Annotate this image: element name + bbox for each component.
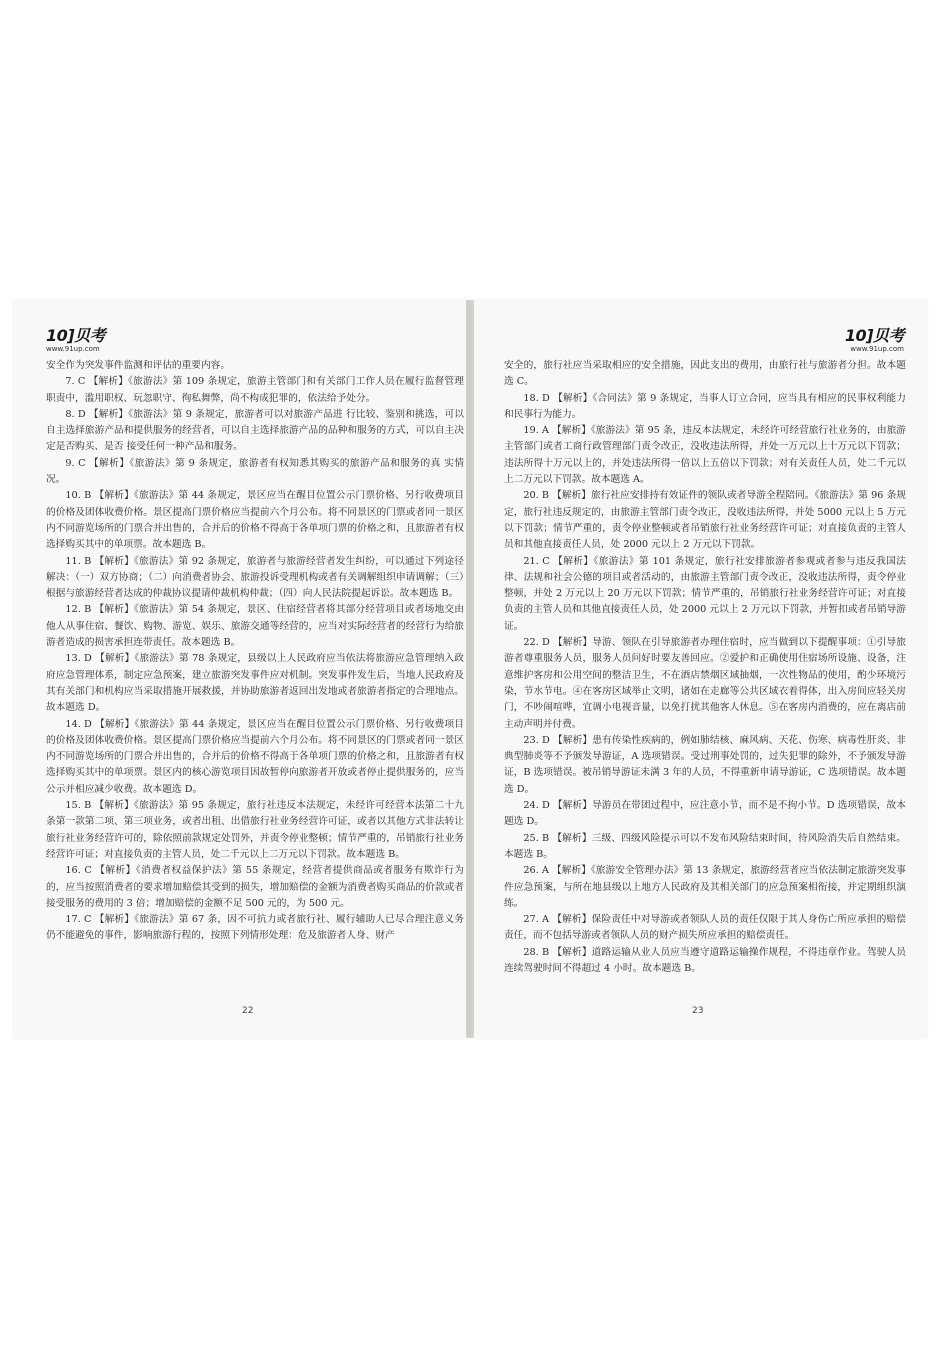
- right-page: [474, 300, 928, 1038]
- paragraph: 8. D 【解析】《旅游法》第 9 条规定，旅游者可以对旅游产品进 行比较、鉴别和挑选，可以自主选择旅游产品和提供服务的经营者，可以自主选择旅游产品的品种和服务的方式，可以自主决定是否购买、是否 接受任何一种产品和服务。: [46, 408, 464, 453]
- logo-url: www.91up.com: [850, 345, 904, 353]
- paragraph: 22. D 【解析】导游、领队在引导旅游者办理住宿时，应当做到以下提醒事项：①引导旅游者尊重服务人员，服务人员问好时要友善回应。②爱护和正确使用住宿场所设施、设备，注意维护客房和公用空间的整洁卫生，不在酒店禁烟区域抽烟，一次性物品的使用，酌少环境污染，节水节电。④在客房区域举止文明，诸如在走廊等公共区域衣着得体，出入房间应轻关房门，不吵闹喧哗，宜调小电视音量，以免打扰其他客人休息。⑤在客房内消费的，应在离店前主动声明并付费。: [504, 637, 906, 730]
- paragraph: 25. B 【解析】三级、四级风险提示可以不发布风险结束时间，待风险消失后自然结束。本题选 B。: [504, 832, 906, 860]
- page-number: 22: [242, 1006, 254, 1016]
- paragraph: 16. C 【解析】《消费者权益保护法》第 55 条规定，经营者提供商品或者服务有欺诈行为的，应当按照消费者的要求增加赔偿其受到的损失，增加赔偿的金额为消费者购买商品的价款或者接受服务的费用的 3 倍；增加赔偿的金额不足 500 元的，为 500 元。: [46, 865, 464, 909]
- logo-url: www.91up.com: [46, 345, 100, 353]
- paragraph: 17. C 【解析】《旅游法》第 67 条，因不可抗力或者旅行社、履行辅助人已尽合理注意义务仍不能避免的事件，影响旅游行程的，按照下列情形处理：危及旅游者人身、财产: [46, 914, 464, 942]
- paragraph: 12. B 【解析】《旅游法》第 54 条规定，景区、住宿经营者将其部分经营项目或者场地交由他人从事住宿、餐饮、购物、游览、娱乐、旅游交通等经营的，应当对实际经营者的经营行为给旅游者造成的损害承担连带责任。故本题选 B。: [46, 604, 464, 649]
- paragraph: 27. A 【解析】保险责任中对导游或者领队人员的责任仅限于其人身伤亡所应承担的赔偿责任，而不包括导游或者领队人员的财产损失所应承担的赔偿责任。: [504, 914, 906, 942]
- paragraph: 11. B 【解析】《旅游法》第 92 条规定，旅游者与旅游经营者发生纠纷，可以通过下列途径解决：（一）双方协商；（二）向消费者协会、旅游投诉受理机构或者有关调解组织申请调解；（三）根据与旅游经营者达成的仲裁协议提请仲裁机构仲裁；（四）向人民法院提起诉讼。故本题选 B。: [46, 555, 464, 600]
- paragraph: 安全的，旅行社应当采取相应的安全措施，因此支出的费用，由旅行社与旅游者分担。故本题选 C。: [504, 360, 906, 388]
- paragraph: 26. A 【解析】《旅游安全管理办法》第 13 条规定，旅游经营者应当依法制定旅游突发事件应急预案，与所在地县级以上地方人民政府及其相关部门的应急预案相衔接，并定期组织演练。: [504, 865, 906, 909]
- paragraph: 13. D 【解析】《旅游法》第 78 条规定，县级以上人民政府应当依法将旅游应急管理纳入政府应急管理体系，制定应急预案，建立旅游突发事件应对机制。突发事件发生后，当地人民政府及其有关部门和机构应当采取措施开展救援，并协助旅游者返回出发地或者旅游者指定的合理地点。故本题选 D。: [46, 653, 464, 714]
- paragraph: 21. C 【解析】《旅游法》第 101 条规定，旅行社安排旅游者参观或者参与违反我国法律、法规和社会公德的项目或者活动的，由旅游主管部门责令改正，没收违法所得，责令停业整顿，并处 2 万元以上 20 万元以下罚款；情节严重的，吊销旅行社业务经营许可证；对直接负责的主管人员和其他直接责任人员，处 2000 元以上 2 万元以下罚款，并暂扣或者吊销导游证。: [504, 555, 906, 632]
- book-gutter: [466, 300, 474, 1038]
- paragraph: 18. D 【解析】《合同法》第 9 条规定，当事人订立合同，应当具有相应的民事权利能力和民事行为能力。: [504, 392, 906, 420]
- left-page-body: [46, 358, 464, 945]
- paragraph: 20. B 【解析】旅行社应安排持有效证件的领队或者导游全程陪同。《旅游法》第 96 条规定，旅行社违反规定的，由旅游主管部门责令改正，没收违法所得，并处 5000 元以上 5 万元以下罚款；情节严重的，责令停业整顿或者吊销旅行社业务经营许可证；对直接负责的主管人员和其他直接责任人员，处 2000 元以上 2 万元以下罚款。: [504, 490, 906, 551]
- right-page-body: [504, 358, 906, 977]
- page-number: 23: [692, 1006, 704, 1016]
- paragraph: 19. A 【解析】《旅游法》第 95 条，违反本法规定，未经许可经营旅行社业务的，由旅游主管部门或者工商行政管理部门责令改正，没收违法所得，并处一万元以上十万元以下罚款；违法所得十万元以上的，并处违法所得一倍以上五倍以下罚款；对有关责任人员，处二千元以上二万元以下罚款。故本题选 A。: [504, 425, 906, 486]
- paragraph: 15. B 【解析】《旅游法》第 95 条规定，旅行社违反本法规定，未经许可经营本法第二十九条第一款第二项、第三项业务，或者出租、出借旅行社业务经营许可证，或者以其他方式非法转让旅行社业务经营许可的，除依照前款规定处罚外，并责令停业整顿；情节严重的，吊销旅行社业务经营许可证；对直接负责的主管人员，处二千元以上二万元以下罚款。故本题选 B。: [46, 800, 464, 860]
- paragraph: 14. D 【解析】《旅游法》第 44 条规定，景区应当在醒目位置公示门票价格、另行收费项目的价格及团体收费价格。景区提高门票价格应当提前六个月公布。将不同景区的门票或者同一景区内不同游览场所的门票合并出售的，合并后的价格不得高于各单项门票的价格之和，且旅游者有权选择购买其中的单项票。景区内的核心游览项目因故暂停向旅游者开放或者停止提供服务的，应当公示并相应减少收费。故本题选 D。: [46, 718, 464, 795]
- paragraph: 23. D 【解析】患有传染性疾病的，例如肺结核、麻风病、天花、伤寒、病毒性肝炎、非典型肺炎等不予颁发导游证，A 选项错误。受过刑事处罚的，过失犯罪的除外，不予颁发导游证，B 选项错误。被吊销导游证未满 3 年的人员，不得重新申请导游证，C 选项错误。故本题选 D。: [504, 734, 906, 795]
- brand-logo: [46, 328, 105, 354]
- logo-mark: 10]贝考: [844, 326, 904, 345]
- paragraph: 安全作为突发事件监测和评估的重要内容。: [46, 360, 231, 371]
- paragraph: 9. C 【解析】《旅游法》第 9 条规定，旅游者有权知悉其购买的旅游产品和服务的真 实情况。: [46, 457, 464, 486]
- paragraph: 10. B 【解析】《旅游法》第 44 条规定，景区应当在醒目位置公示门票价格、另行收费项目的价格及团体收费价格。景区提高门票价格应当提前六个月公布。将不同景区的门票或者同一景区内不同游览场所的门票合并出售的，合并后的价格不得高于各单项门票的价格之和，且旅游者有权选择购买其中的单项票。故本题选 B。: [46, 490, 464, 551]
- paragraph: 24. D 【解析】导游员在带团过程中，应注意小节，而不是不拘小节。D 选项错误，故本题选 D。: [504, 800, 906, 828]
- paragraph: 7. C 【解析】《旅游法》第 109 条规定，旅游主管部门和有关部门工作人员在履行监督管理职责中，滥用职权、玩忽职守、徇私舞弊，尚不构成犯罪的，依法给予处分。: [46, 376, 464, 404]
- paragraph: 28. B 【解析】道路运输从业人员应当遵守道路运输操作规程，不得违章作业。驾驶人员连续驾驶时间不得超过 4 小时。故本题选 B。: [504, 946, 906, 974]
- left-page: [12, 300, 466, 1038]
- brand-logo: [845, 328, 904, 354]
- logo-mark: 10]贝考: [46, 326, 106, 345]
